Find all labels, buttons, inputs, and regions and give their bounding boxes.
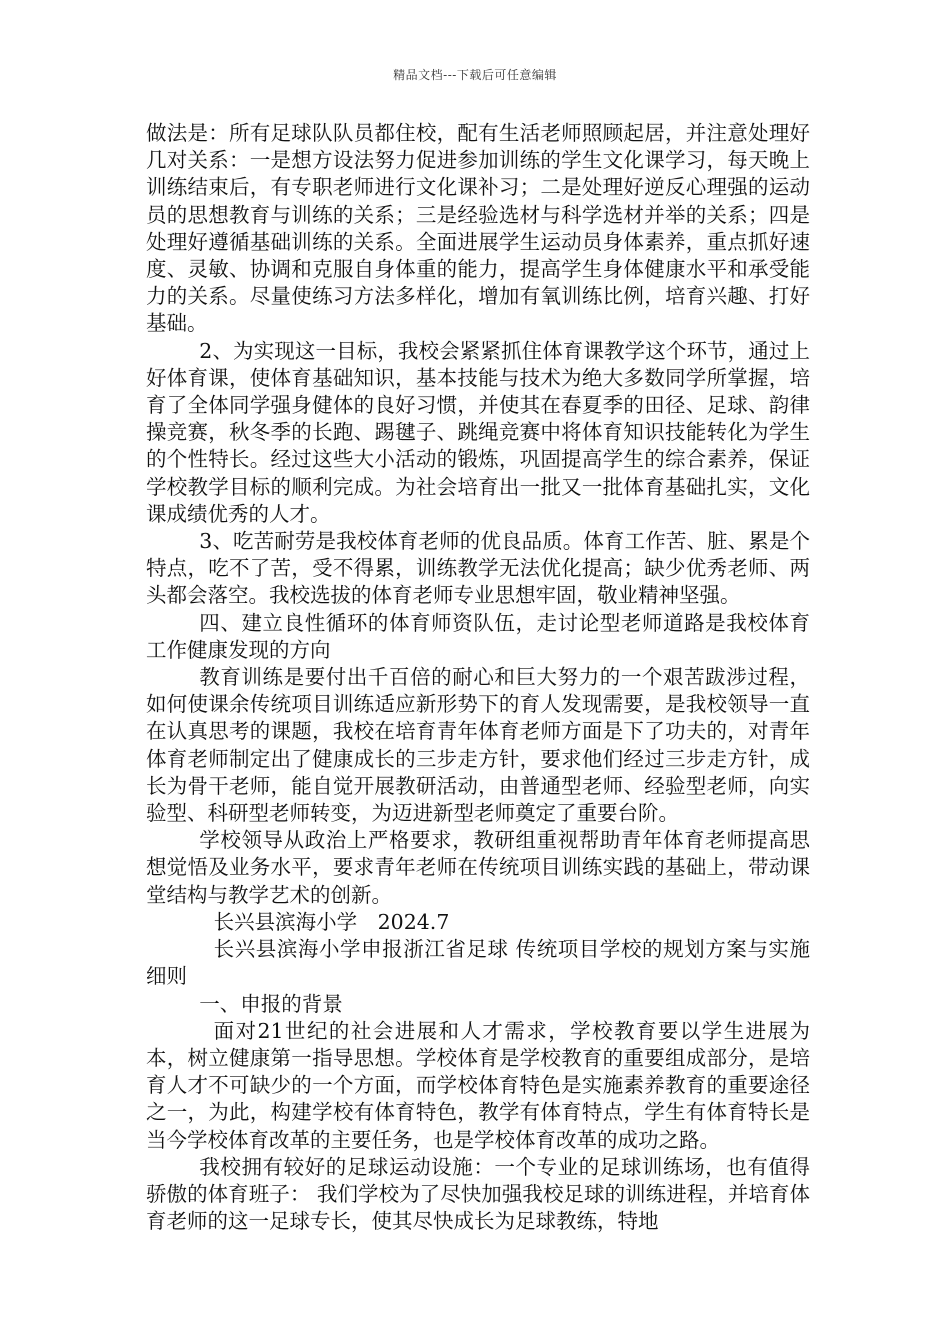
paragraph-teacher-training: 教育训练是要付出千百倍的耐心和巨大努力的一个艰苦跋涉过程，如何使课余传统项目训练适应新形势下的育人发现需要，是我校领导一直在认真思考的课题，我校在培育青年体育老师方面是下了功夫的，对青年体育老师制定出了健康成长的三步走方针，要求他们经过三步走方针，成长为骨干老师，能自觉开展教研活动，由普通型老师、经验型老师，向实验型、科研型老师转变，为迈进新型老师奠定了重要台阶。: [146, 665, 810, 826]
section-heading-4: 四、建立良性循环的体育师资队伍，走讨论型老师道路是我校体育工作健康发现的方向: [146, 610, 810, 662]
paragraph-background: 面对21世纪的社会进展和人才需求，学校教育要以学生进展为本，树立健康第一指导思想。学校体育是学校教育的重要组成部分，是培育人才不可缺少的一个方面，而学校体育特色是实施素养教育的重要途径之一，为此，构建学校有体育特色，教学有体育特点，学生有体育特长是当今学校体育改革的主要任务，也是学校体育改革的成功之路。: [146, 1018, 810, 1152]
section-heading-background: 一、申报的背景: [199, 991, 343, 1016]
paragraph-training-methods: 做法是：所有足球队队员都住校，配有生活老师照顾起居，并注意处理好几对关系：一是想方设法努力促进参加训练的学生文化课学习，每天晚上训练结束后，有专职老师进行文化课补习；二是处理好逆反心理强的运动员的思想教育与训练的关系；三是经验选材与科学选材并举的关系；四是处理好遵循基础训练的关系。全面进展学生运动员身体素养，重点抓好速度、灵敏、协调和克服自身体重的能力，提高学生身体健康水平和承受能力的关系。尽量使练习方法多样化，增加有氧训练比例，培育兴趣、打好基础。: [146, 121, 810, 336]
document-title: 长兴县滨海小学申报浙江省足球 传统项目学校的规划方案与实施细则: [146, 937, 810, 989]
paragraph-quality-3: 3、吃苦耐劳是我校体育老师的优良品质。体育工作苦、脏、累是个特点，吃不了苦，受不得累，训练教学无法优化提高；缺少优秀老师、两头都会落空。我校选拔的体育老师专业思想牢固，敬业精神坚强。: [146, 529, 810, 608]
signature-line: 长兴县滨海小学 2024.7: [213, 909, 450, 934]
paragraph-goal-2: 2、为实现这一目标，我校会紧紧抓住体育课教学这个环节，通过上好体育课，使体育基础知识，基本技能与技术为绝大多数同学所掌握，培育了全体同学强身健体的良好习惯，并使其在春夏季的田径、足球、韵律操竞赛，秋冬季的长跑、踢毽子、跳绳竞赛中将体育知识技能转化为学生的个性特长。经过这些大小活动的锻炼，巩固提高学生的综合素养，保证学校教学目标的顺利完成。为社会培育出一批又一批体育基础扎实，文化课成绩优秀的人才。: [146, 338, 810, 526]
page-header: 精品文档---下载后可任意编辑: [393, 68, 557, 82]
paragraph-facilities: 我校拥有较好的足球运动设施：一个专业的足球训练场，也有值得骄傲的体育班子： 我们学校为了尽快加强我校足球的训练进程，并培育体育老师的这一足球专长，使其尽快成长为足球教练，特地: [146, 1154, 810, 1234]
paragraph-leadership: 学校领导从政治上严格要求，教研组重视帮助青年体育老师提高思想觉悟及业务水平，要求青年老师在传统项目训练实践的基础上，带动课堂结构与教学艺术的创新。: [146, 828, 810, 907]
document-body: [146, 120, 810, 1235]
